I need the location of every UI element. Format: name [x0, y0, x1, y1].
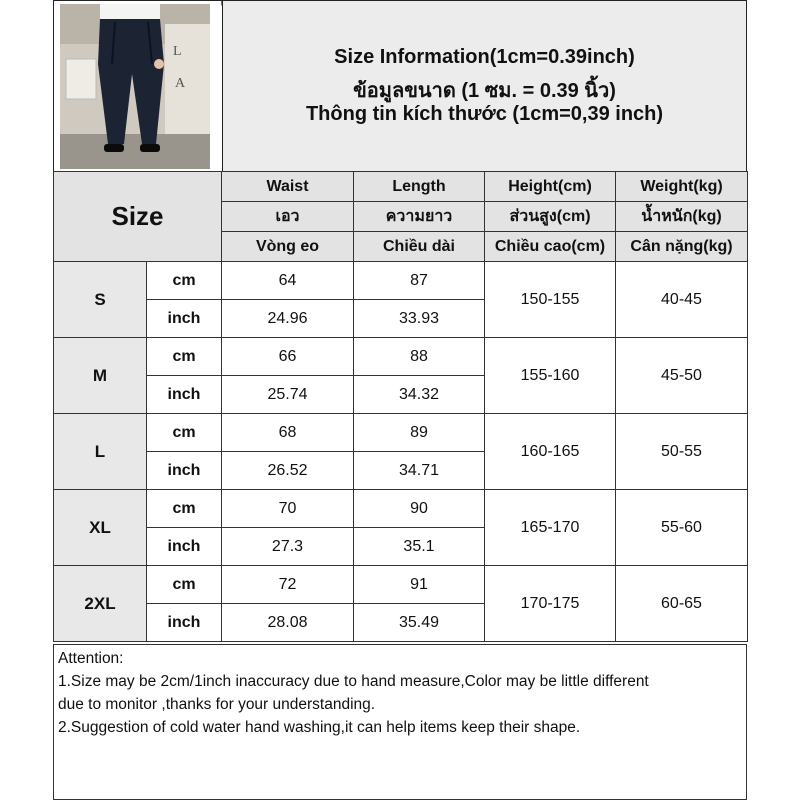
unit-label: inch — [147, 604, 222, 642]
weight-range: 60-65 — [616, 566, 748, 642]
size-table — [53, 171, 748, 642]
weight-range: 45-50 — [616, 338, 748, 414]
length-inch: 34.32 — [354, 376, 485, 414]
unit-label: cm — [147, 566, 222, 604]
col-height-vi: Chiều cao(cm) — [485, 232, 616, 262]
waist-cm: 66 — [222, 338, 354, 376]
length-cm: 88 — [354, 338, 485, 376]
length-cm: 91 — [354, 566, 485, 604]
unit-label: inch — [147, 528, 222, 566]
unit-label: inch — [147, 300, 222, 338]
unit-label: cm — [147, 338, 222, 376]
height-range: 155-160 — [485, 338, 616, 414]
size-name: 2XL — [54, 566, 147, 642]
length-inch: 33.93 — [354, 300, 485, 338]
notes-line-2: 2.Suggestion of cold water hand washing,it can help items keep their shape. — [58, 719, 581, 736]
size-name: L — [54, 414, 147, 490]
height-range: 170-175 — [485, 566, 616, 642]
title-thai: ข้อมูลขนาด (1 ซม. = 0.39 นิ้ว) — [353, 80, 616, 102]
size-name: M — [54, 338, 147, 414]
waist-inch: 26.52 — [222, 452, 354, 490]
col-length-vi: Chiều dài — [354, 232, 485, 262]
notes-line-1a: 1.Size may be 2cm/1inch inaccuracy due to hand measure,Color may be little different — [58, 673, 649, 690]
title-vietnamese: Thông tin kích thước (1cm=0,39 inch) — [305, 103, 664, 125]
waist-cm: 70 — [222, 490, 354, 528]
col-waist-vi: Vòng eo — [222, 232, 354, 262]
col-height-en: Height(cm) — [485, 172, 616, 202]
waist-inch: 27.3 — [222, 528, 354, 566]
size-name: XL — [54, 490, 147, 566]
col-waist-en: Waist — [222, 172, 354, 202]
product-photo — [60, 4, 210, 169]
weight-range: 55-60 — [616, 490, 748, 566]
col-length-th: ความยาว — [354, 202, 485, 232]
length-cm: 90 — [354, 490, 485, 528]
col-weight-vi: Cân nặng(kg) — [616, 232, 748, 262]
length-cm: 89 — [354, 414, 485, 452]
header-row-en — [54, 172, 748, 202]
notes-heading: Attention: — [58, 650, 124, 667]
waist-cm: 64 — [222, 262, 354, 300]
size-header: Size — [54, 172, 222, 262]
table-row — [54, 262, 748, 300]
table-row — [54, 414, 748, 452]
unit-label: inch — [147, 376, 222, 414]
table-row — [54, 490, 748, 528]
col-height-th: ส่วนสูง(cm) — [485, 202, 616, 232]
waist-cm: 68 — [222, 414, 354, 452]
waist-inch: 28.08 — [222, 604, 354, 642]
waist-inch: 24.96 — [222, 300, 354, 338]
height-range: 160-165 — [485, 414, 616, 490]
attention-notes — [53, 644, 747, 800]
col-weight-en: Weight(kg) — [616, 172, 748, 202]
height-range: 150-155 — [485, 262, 616, 338]
photo-sign-letter-1: L — [173, 44, 182, 59]
table-row — [54, 566, 748, 604]
col-length-en: Length — [354, 172, 485, 202]
header-panel — [53, 0, 747, 172]
col-weight-th: น้ำหนัก(kg) — [616, 202, 748, 232]
unit-label: inch — [147, 452, 222, 490]
photo-sign-letter-2: A — [175, 76, 186, 91]
product-photo-image — [60, 4, 210, 169]
unit-label: cm — [147, 262, 222, 300]
weight-range: 40-45 — [616, 262, 748, 338]
length-inch: 35.49 — [354, 604, 485, 642]
title-box — [222, 0, 747, 173]
weight-range: 50-55 — [616, 414, 748, 490]
waist-cm: 72 — [222, 566, 354, 604]
length-cm: 87 — [354, 262, 485, 300]
col-waist-th: เอว — [222, 202, 354, 232]
size-name: S — [54, 262, 147, 338]
title-english: Size Information(1cm=0.39inch) — [334, 46, 635, 68]
waist-inch: 25.74 — [222, 376, 354, 414]
length-inch: 35.1 — [354, 528, 485, 566]
table-row — [54, 338, 748, 376]
notes-line-1b: due to monitor ,thanks for your understanding. — [58, 696, 376, 713]
height-range: 165-170 — [485, 490, 616, 566]
unit-label: cm — [147, 414, 222, 452]
length-inch: 34.71 — [354, 452, 485, 490]
unit-label: cm — [147, 490, 222, 528]
